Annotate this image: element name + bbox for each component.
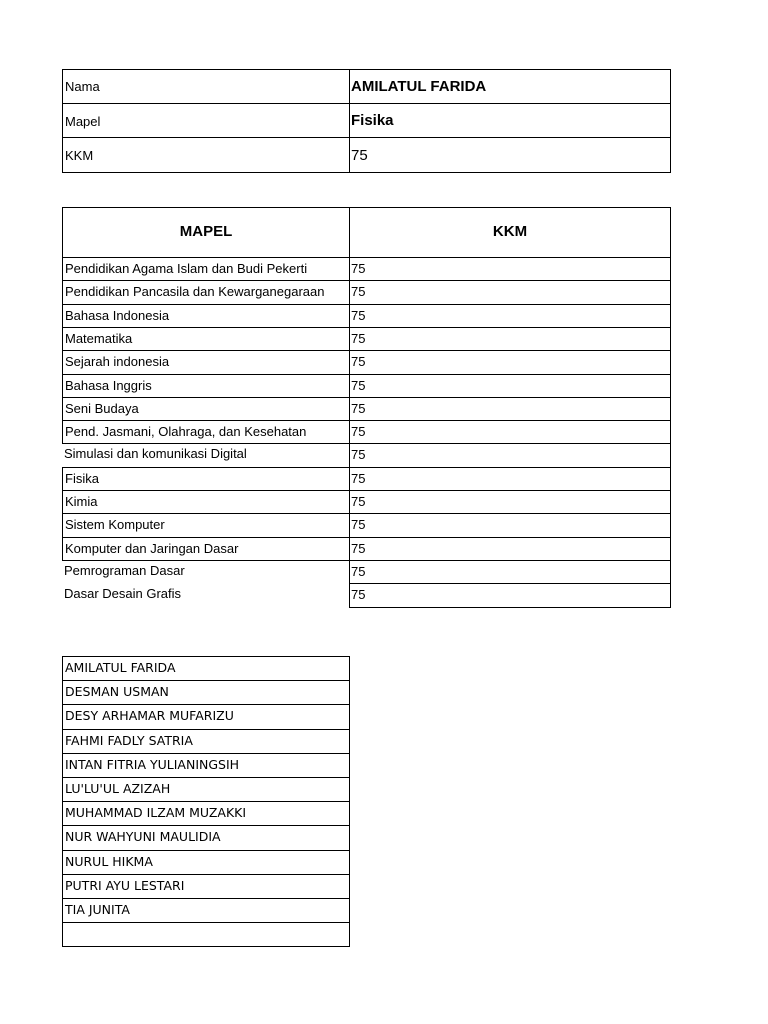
table-row-kkm-cell[interactable] <box>349 350 671 375</box>
mapel-label-cell[interactable] <box>62 103 350 138</box>
mapel-value-cell[interactable] <box>349 103 671 138</box>
kkm-value-cell[interactable] <box>349 137 671 173</box>
table-row-mapel-cell[interactable] <box>62 560 350 584</box>
list-item-name: FAHMI FADLY SATRIA <box>65 733 193 748</box>
list-item-name: NURUL HIKMA <box>65 854 153 869</box>
table-row-kkm: 75 <box>351 331 366 346</box>
table-row-mapel: Bahasa Inggris <box>65 378 152 393</box>
table-row-mapel: Kimia <box>65 494 98 509</box>
table-row-mapel-cell[interactable] <box>62 374 350 398</box>
nama-label: Nama <box>65 79 100 94</box>
list-item[interactable] <box>62 753 350 778</box>
table-row-kkm-cell[interactable] <box>349 583 671 608</box>
table-row-mapel-cell[interactable] <box>62 304 350 328</box>
table-row-mapel: Pemrograman Dasar <box>64 563 185 578</box>
table-row-kkm-cell[interactable] <box>349 304 671 328</box>
list-item-name: DESMAN USMAN <box>65 684 169 699</box>
table-row-mapel-cell[interactable] <box>62 490 350 514</box>
table-row-mapel-cell[interactable] <box>62 513 350 538</box>
header-mapel-cell[interactable] <box>62 207 350 258</box>
nama-label-cell[interactable] <box>62 69 350 104</box>
table-row-mapel: Sistem Komputer <box>65 517 165 532</box>
list-item[interactable] <box>62 874 350 899</box>
list-item[interactable] <box>62 801 350 826</box>
table-row-kkm-cell[interactable] <box>349 397 671 421</box>
table-row-mapel: Dasar Desain Grafis <box>64 586 182 601</box>
table-row-kkm-cell[interactable] <box>349 420 671 444</box>
kkm-label: KKM <box>65 148 94 163</box>
table-row-kkm-cell[interactable] <box>349 374 671 398</box>
table-row-kkm-cell[interactable] <box>349 443 671 468</box>
list-item-name: MUHAMMAD ILZAM MUZAKKI <box>65 805 247 820</box>
table-row-kkm: 75 <box>351 564 366 579</box>
table-row-mapel-cell[interactable] <box>62 420 350 444</box>
table-row-mapel-cell[interactable] <box>62 583 350 608</box>
header-mapel: MAPEL <box>179 223 233 240</box>
table-row-kkm: 75 <box>351 494 366 509</box>
list-item[interactable] <box>62 656 350 681</box>
table-row-kkm: 75 <box>351 378 366 393</box>
list-item-name: LU'LU'UL AZIZAH <box>65 781 171 796</box>
list-item[interactable] <box>62 922 350 947</box>
list-item[interactable] <box>62 777 350 802</box>
table-row-kkm-cell[interactable] <box>349 327 671 351</box>
list-item[interactable] <box>62 850 350 875</box>
table-row-mapel-cell[interactable] <box>62 537 350 561</box>
table-row-mapel: Simulasi dan komunikasi Digital <box>64 446 247 461</box>
table-row-kkm-cell[interactable] <box>349 467 671 491</box>
list-item-name: TIA JUNITA <box>65 902 130 917</box>
table-row-mapel-cell[interactable] <box>62 443 350 468</box>
table-row-kkm-cell[interactable] <box>349 537 671 561</box>
table-row-kkm: 75 <box>351 587 366 602</box>
header-kkm-cell[interactable] <box>349 207 671 258</box>
list-item-name: AMILATUL FARIDA <box>65 660 176 675</box>
table-row-mapel-cell[interactable] <box>62 467 350 491</box>
list-item-name: NUR WAHYUNI MAULIDIA <box>65 829 221 844</box>
table-row-mapel: Pendidikan Agama Islam dan Budi Pekerti <box>65 261 308 276</box>
table-row-kkm: 75 <box>351 261 366 276</box>
list-item[interactable] <box>62 704 350 730</box>
table-row-kkm: 75 <box>351 284 366 299</box>
list-item-name: PUTRI AYU LESTARI <box>65 878 185 893</box>
table-row-mapel-cell[interactable] <box>62 280 350 305</box>
table-row-kkm-cell[interactable] <box>349 257 671 281</box>
table-row-mapel: Komputer dan Jaringan Dasar <box>65 541 239 556</box>
table-row-mapel-cell[interactable] <box>62 327 350 351</box>
table-row-kkm: 75 <box>351 517 366 532</box>
table-row-mapel: Pendidikan Pancasila dan Kewarganegaraan <box>65 284 325 299</box>
table-row-kkm: 75 <box>351 308 366 323</box>
table-row-kkm-cell[interactable] <box>349 490 671 514</box>
header-kkm: KKM <box>492 223 528 240</box>
mapel-value: Fisika <box>351 112 394 129</box>
table-row-mapel: Sejarah indonesia <box>65 354 170 369</box>
table-row-kkm: 75 <box>351 541 366 556</box>
table-row-kkm: 75 <box>351 424 366 439</box>
table-row-kkm-cell[interactable] <box>349 280 671 305</box>
list-item-name: DESY ARHAMAR MUFARIZU <box>65 708 234 723</box>
list-item[interactable] <box>62 898 350 923</box>
kkm-label-cell[interactable] <box>62 137 350 173</box>
table-row-kkm: 75 <box>351 447 366 462</box>
table-row-mapel: Bahasa Indonesia <box>65 308 170 323</box>
table-row-kkm: 75 <box>351 471 366 486</box>
table-row-kkm-cell[interactable] <box>349 560 671 584</box>
table-row-mapel-cell[interactable] <box>62 257 350 281</box>
table-row-mapel-cell[interactable] <box>62 350 350 375</box>
table-row-mapel: Seni Budaya <box>65 401 139 416</box>
list-item[interactable] <box>62 729 350 754</box>
table-row-mapel-cell[interactable] <box>62 397 350 421</box>
mapel-label: Mapel <box>65 114 101 129</box>
list-item[interactable] <box>62 680 350 705</box>
table-row-kkm: 75 <box>351 401 366 416</box>
nama-value-cell[interactable] <box>349 69 671 104</box>
table-row-mapel: Matematika <box>65 331 133 346</box>
table-row-kkm: 75 <box>351 354 366 369</box>
table-row-mapel: Fisika <box>65 471 99 486</box>
table-row-kkm-cell[interactable] <box>349 513 671 538</box>
list-item[interactable] <box>62 825 350 851</box>
kkm-value: 75 <box>351 147 368 164</box>
nama-value: AMILATUL FARIDA <box>351 78 487 95</box>
table-row-mapel: Pend. Jasmani, Olahraga, dan Kesehatan <box>65 424 307 439</box>
list-item-name: INTAN FITRIA YULIANINGSIH <box>65 757 240 772</box>
